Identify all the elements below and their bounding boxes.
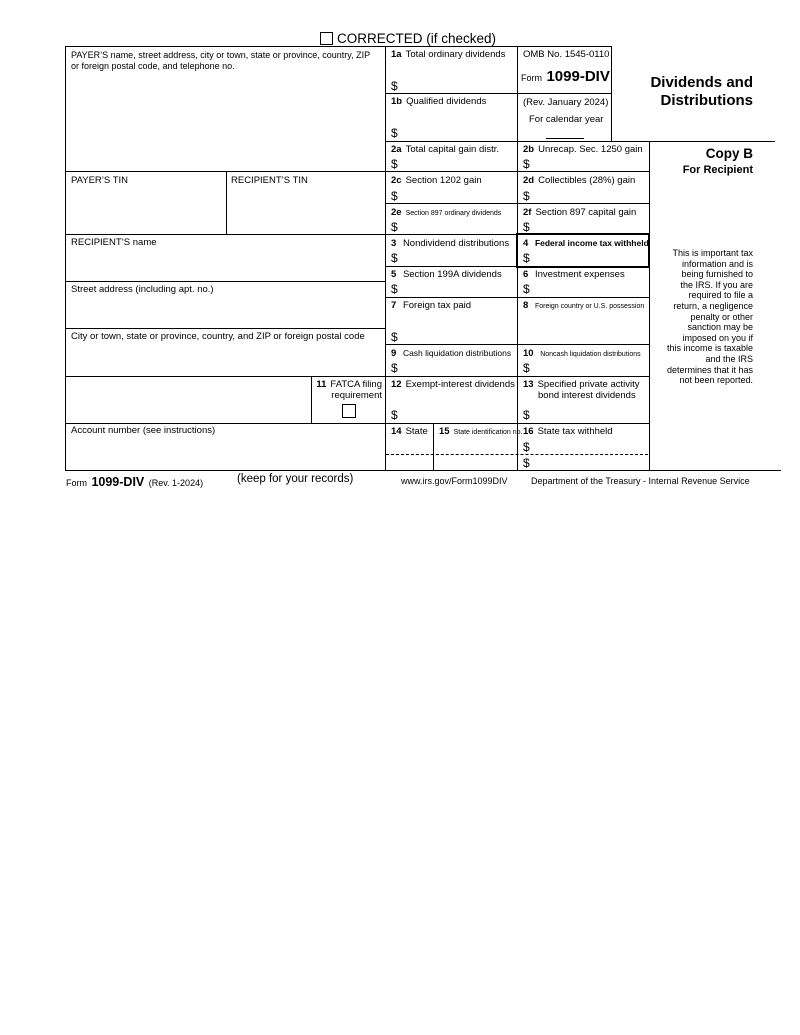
box-1b-dollar: $	[391, 126, 398, 140]
box-2f-label: 2f Section 897 capital gain	[523, 207, 637, 218]
calendar-year-field[interactable]	[546, 127, 584, 138]
fatca-checkbox[interactable]	[342, 404, 356, 418]
box-16-label: 16 State tax withheld	[523, 426, 613, 437]
copy-for-label: For Recipient	[682, 164, 753, 176]
box-2c-dollar: $	[391, 189, 398, 203]
box-3-dollar: $	[391, 251, 398, 265]
calendar-year-line	[546, 138, 584, 139]
footer-department: Department of the Treasury - Internal Revenue Service	[531, 476, 750, 486]
box-9-field[interactable]	[402, 360, 514, 375]
box-11-label-cont: requirement	[331, 390, 382, 401]
box-2d-label: 2d Collectibles (28%) gain	[523, 175, 636, 186]
box-10-label: 10 Noncash liquidation distributions	[523, 348, 641, 359]
box-7-dollar: $	[391, 330, 398, 344]
box-9-label: 9 Cash liquidation distributions	[391, 348, 512, 359]
box-16-dollar-2: $	[523, 456, 530, 470]
box-2b-label: 2b Unrecap. Sec. 1250 gain	[523, 144, 643, 155]
box-5-label: 5 Section 199A dividends	[391, 269, 502, 280]
box-3-label: 3 Nondividend distributions	[391, 238, 510, 249]
box-2a-field[interactable]	[402, 156, 514, 170]
street-address-label: Street address (including apt. no.)	[71, 284, 214, 295]
box-11-label: 11 FATCA filing	[316, 379, 382, 390]
box-2d-field[interactable]	[534, 188, 646, 202]
box-2b-field[interactable]	[534, 156, 646, 170]
box-1a-field[interactable]	[402, 62, 514, 92]
box-1b-label: 1b Qualified dividends	[391, 96, 487, 107]
corrected-label: CORRECTED (if checked)	[337, 31, 497, 46]
account-number-field[interactable]	[68, 438, 382, 468]
box-1a-label: 1a Total ordinary dividends	[391, 49, 506, 60]
box-6-label: 6 Investment expenses	[523, 269, 625, 280]
form-title-line2: Distributions	[660, 92, 753, 109]
box-8-label: 8 Foreign country or U.S. possession	[523, 300, 645, 311]
copy-label: Copy B	[705, 146, 753, 161]
box-13-label: 13 Specified private activity	[523, 379, 640, 390]
box-4-dollar: $	[523, 251, 530, 265]
box-16-field-2[interactable]	[534, 456, 646, 469]
box-2f-field[interactable]	[534, 219, 646, 233]
payer-name-field[interactable]	[68, 74, 382, 169]
box-12-field[interactable]	[402, 392, 514, 422]
box-15-label: 15 State identification no.	[439, 426, 523, 437]
box-15-field-1[interactable]	[435, 439, 515, 453]
calendar-year-label: For calendar year	[529, 114, 604, 125]
box-2a-label: 2a Total capital gain distr.	[391, 144, 500, 155]
box-5-field[interactable]	[402, 281, 514, 296]
box-2c-label: 2c Section 1202 gain	[391, 175, 482, 186]
corrected-checkbox[interactable]	[320, 32, 333, 45]
box-1a-dollar: $	[391, 79, 398, 93]
box-2d-dollar: $	[523, 189, 530, 203]
payer-tin-field[interactable]	[68, 188, 223, 232]
payer-name-label-cont: or foreign postal code, and telephone no.	[71, 61, 235, 71]
box-10-dollar: $	[523, 361, 530, 375]
box-2e-field[interactable]	[402, 219, 514, 233]
recipient-tin-label: RECIPIENT’S TIN	[231, 175, 308, 186]
box-12-label: 12 Exempt-interest dividends	[391, 379, 515, 390]
footer-form-id: Form 1099-DIV (Rev. 1-2024)	[66, 475, 204, 489]
omb-number: OMB No. 1545-0110	[523, 49, 610, 60]
box-13-field[interactable]	[534, 403, 646, 422]
form-name-header: Form 1099-DIV	[521, 68, 610, 85]
box-5-dollar: $	[391, 282, 398, 296]
box-10-field[interactable]	[534, 360, 646, 375]
recipient-name-field[interactable]	[68, 250, 382, 279]
revision-date: (Rev. January 2024)	[523, 97, 609, 108]
box-14-field-1[interactable]	[387, 439, 432, 453]
box-2e-label: 2e Section 897 ordinary dividends	[391, 207, 502, 218]
box-12-dollar: $	[391, 408, 398, 422]
payer-tin-label: PAYER’S TIN	[71, 175, 129, 186]
box-14-field-2[interactable]	[387, 456, 432, 469]
box-16-dollar-1: $	[523, 440, 530, 454]
recipient-name-label: RECIPIENT’S name	[71, 237, 157, 248]
box-9-dollar: $	[391, 361, 398, 375]
box-6-field[interactable]	[534, 281, 646, 296]
footer-irs-link[interactable]: www.irs.gov/Form1099DIV	[401, 476, 508, 486]
city-state-zip-field[interactable]	[68, 344, 382, 374]
box-2b-dollar: $	[523, 157, 530, 171]
box-15-field-2[interactable]	[435, 456, 515, 469]
city-state-zip-label: City or town, state or province, country, and ZIP or foreign postal code	[71, 331, 365, 342]
form-title	[612, 74, 753, 110]
box-2a-dollar: $	[391, 157, 398, 171]
box-4-label: 4 Federal income tax withheld	[523, 238, 649, 249]
box-2e-dollar: $	[391, 220, 398, 234]
street-address-field[interactable]	[68, 297, 382, 326]
box-8-field[interactable]	[521, 313, 646, 343]
box-7-label: 7 Foreign tax paid	[391, 300, 472, 311]
payer-name-label: PAYER’S name, street address, city or town, state or province, country, ZIP	[71, 50, 371, 60]
box-2c-field[interactable]	[402, 188, 514, 202]
box-6-dollar: $	[523, 282, 530, 296]
box-2f-dollar: $	[523, 220, 530, 234]
recipient-tin-field[interactable]	[229, 188, 383, 232]
box-13-dollar: $	[523, 408, 530, 422]
box-7-field[interactable]	[402, 313, 514, 343]
box-14-label: 14 State	[391, 426, 428, 437]
box-3-field[interactable]	[402, 250, 514, 265]
box-16-field-1[interactable]	[534, 439, 646, 453]
box-13-label-cont: bond interest dividends	[538, 390, 636, 401]
form-title-line1: Dividends and	[650, 74, 753, 91]
notice-text: This is important tax information and is being furnished to the IRS. If you are required to file a return, a negligence penalty or other sanction may be imposed on you if this income is taxable and the IRS determines that it has not been reported.	[666, 248, 753, 386]
account-number-label: Account number (see instructions)	[71, 425, 216, 436]
footer-keep-records: (keep for your records)	[237, 473, 354, 485]
box-4-field[interactable]	[534, 250, 644, 263]
box-1b-field[interactable]	[402, 108, 514, 140]
